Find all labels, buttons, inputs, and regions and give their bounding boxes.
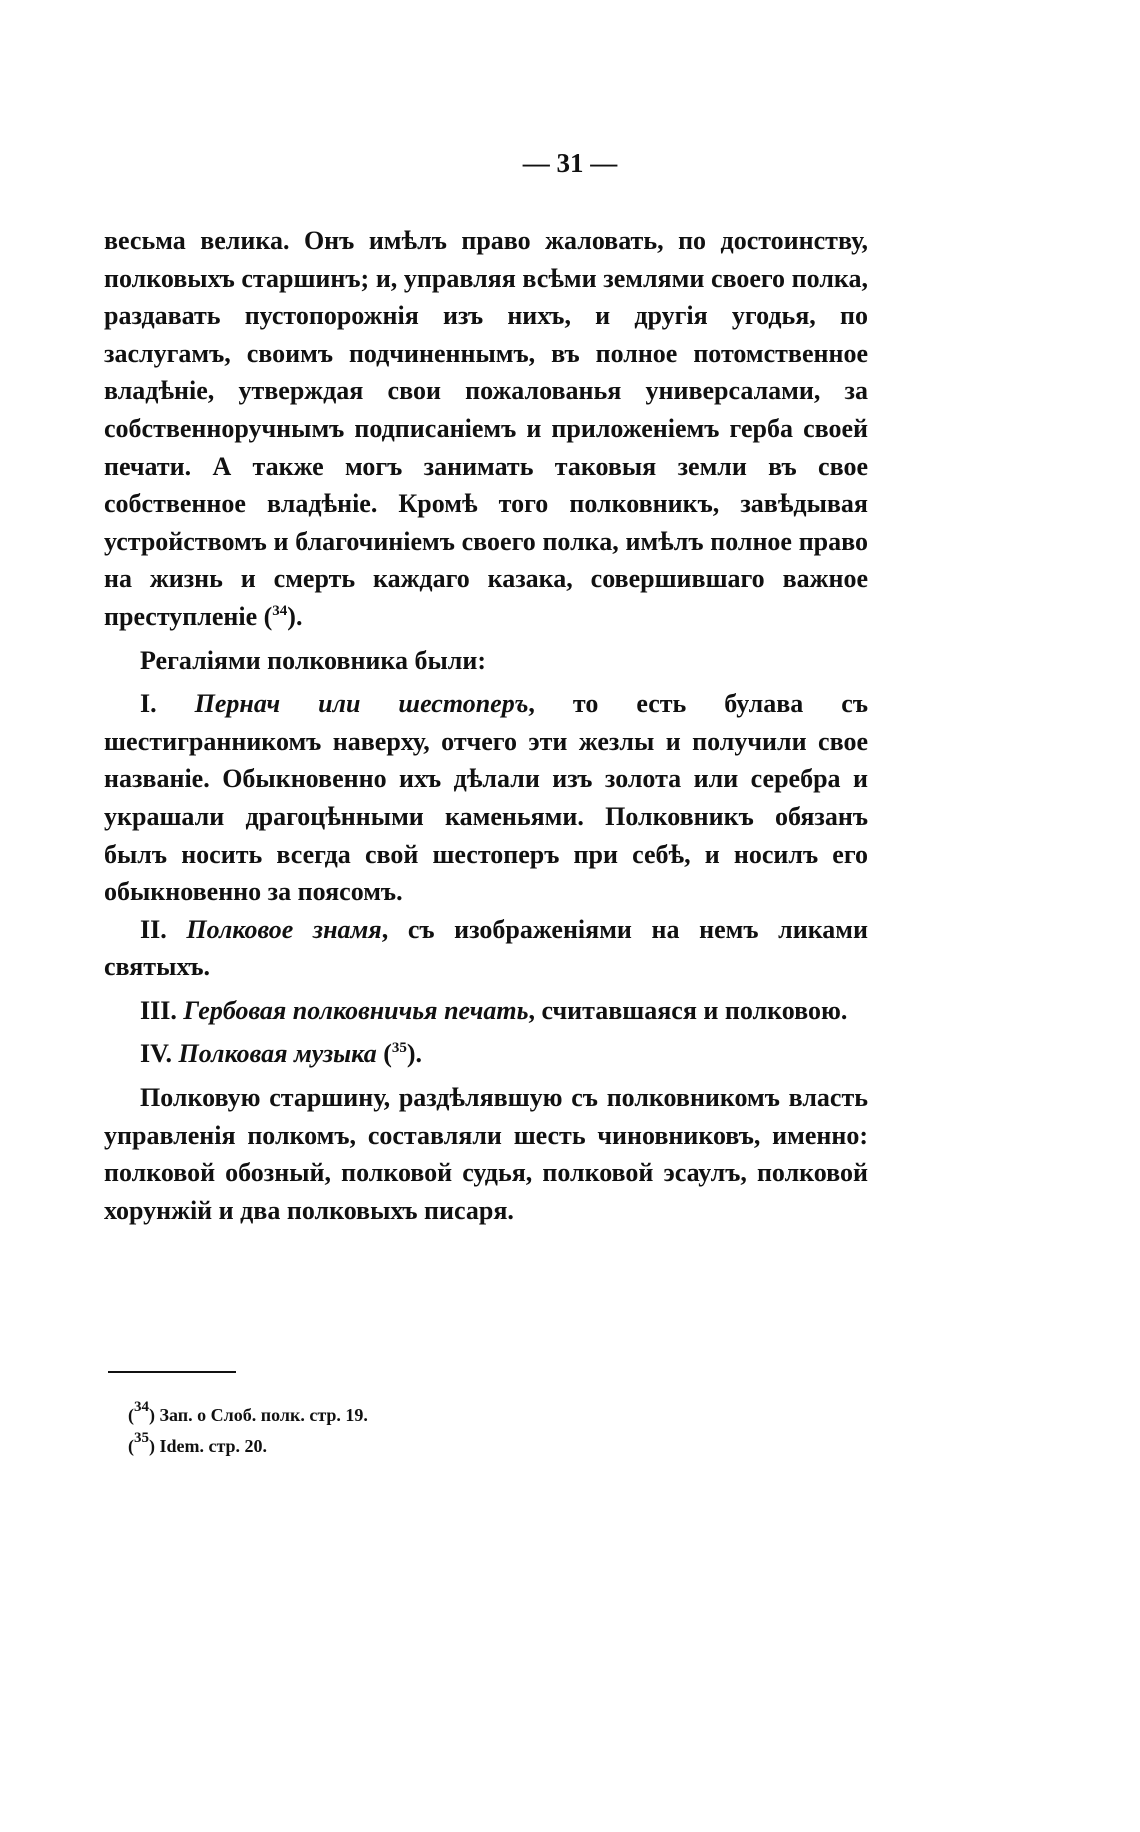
- regalia-item-2-text: , съ изображеніями на немъ ликами святыхъ.: [104, 914, 868, 982]
- regalia-item-1-text: , то есть булава съ шестигранникомъ наверху, отчего эти жезлы и получили свое названіе. Обыкновенно ихъ дѣлали изъ золота или серебра и украшали драгоцѣнными каменьями. Полковникъ обязанъ былъ носить всегда свой шестоперъ при себѣ, и носилъ его обыкновенно за поясомъ.: [104, 689, 868, 907]
- regalia-item-1: [104, 685, 868, 911]
- regalia-item-2-term: Полковое знамя: [186, 914, 382, 944]
- footnote-35: ($^{35}$) Idem. стр. 20.: [128, 1430, 268, 1456]
- regalia-item-3-text: , считавшаяся и полковою.: [528, 995, 848, 1025]
- paragraph-authority: весьма велика. Онъ имѣлъ право жаловать, по достоинству, полковыхъ старшинъ; и, управляя всѣми землями своего полка, раздавать пустопорожнія изъ нихъ, и другія угодья, по заслугамъ, своимъ подчиненнымъ, въ полное потомственное владѣніе, утверждая свои пожалованья универсалами, за собственноручнымъ подписаніемъ и приложеніемъ герба своей печати. А также могъ занимать таковыя земли въ свое собственное владѣніе. Кромѣ того полковникъ, завѣдывая устройствомъ и благочиніемъ своего полка, имѣлъ полное право на жизнь и смерть каждаго казака, совершившаго важное преступленіе ($^{34}$).: [104, 226, 868, 631]
- main-text: [104, 222, 868, 1229]
- regalia-item-4-term: Полковая музыка: [178, 1039, 377, 1069]
- regalia-item-4: IV. Полковая музыка ($^{35}$).: [140, 1039, 423, 1069]
- footnote-ref-34: 34: [272, 602, 288, 619]
- regalia-item-4-number: IV.: [140, 1039, 173, 1069]
- regalia-item-3-term: Гербовая полковничья печать: [183, 995, 529, 1025]
- regalia-item-3-number: III.: [140, 995, 177, 1025]
- footnote-34-mark: 34: [134, 1399, 149, 1415]
- regalia-item-2: [104, 911, 868, 986]
- footnote-34: ($^{34}$) Зап. о Слоб. полк. стр. 19.: [128, 1399, 368, 1425]
- footnote-35-text: Idem. стр. 20.: [159, 1436, 268, 1456]
- paragraph-authority-text: весьма велика. Онъ имѣлъ право жаловать, по достоинству, полковыхъ старшинъ; и, управляя всѣми землями своего полка, раздавать пустопорожнія изъ нихъ, и другія угодья, по заслугамъ, своимъ подчиненнымъ, въ полное потомственное владѣніе, утверждая свои пожалованья универсалами, за собственноручнымъ подписаніемъ и приложеніемъ герба своей печати. А также могъ занимать таковыя земли въ свое собственное владѣніе. Кромѣ того полковникъ, завѣдывая устройствомъ и благочиніемъ своего полка, имѣлъ полное право на жизнь и смерть каждаго казака, совершившаго важное преступленіе: [104, 226, 868, 631]
- regalia-item-1-number: I.: [140, 689, 157, 719]
- regalia-item-3: [104, 992, 868, 1030]
- footnote-divider: [108, 1371, 236, 1373]
- paragraph-starshina: Полковую старшину, раздѣлявшую съ полковникомъ власть управленія полкомъ, составляли шесть чиновниковъ, именно: полковой обозный, полковой судья, полковой эсаулъ, полковой хорунжій и два полковыхъ писаря.: [104, 1083, 868, 1225]
- footnotes: [128, 1400, 368, 1462]
- paragraph-regalia-intro: Регаліями полковника были:: [140, 645, 487, 675]
- footnote-35-mark: 35: [134, 1430, 149, 1446]
- regalia-item-1-term: Пернач или шестоперъ: [194, 689, 529, 719]
- footnote-34-text: Зап. о Слоб. полк. стр. 19.: [159, 1405, 368, 1425]
- footnote-ref-35: 35: [391, 1040, 407, 1057]
- regalia-item-2-number: II.: [140, 914, 167, 944]
- page-number: — 31 —: [522, 148, 618, 178]
